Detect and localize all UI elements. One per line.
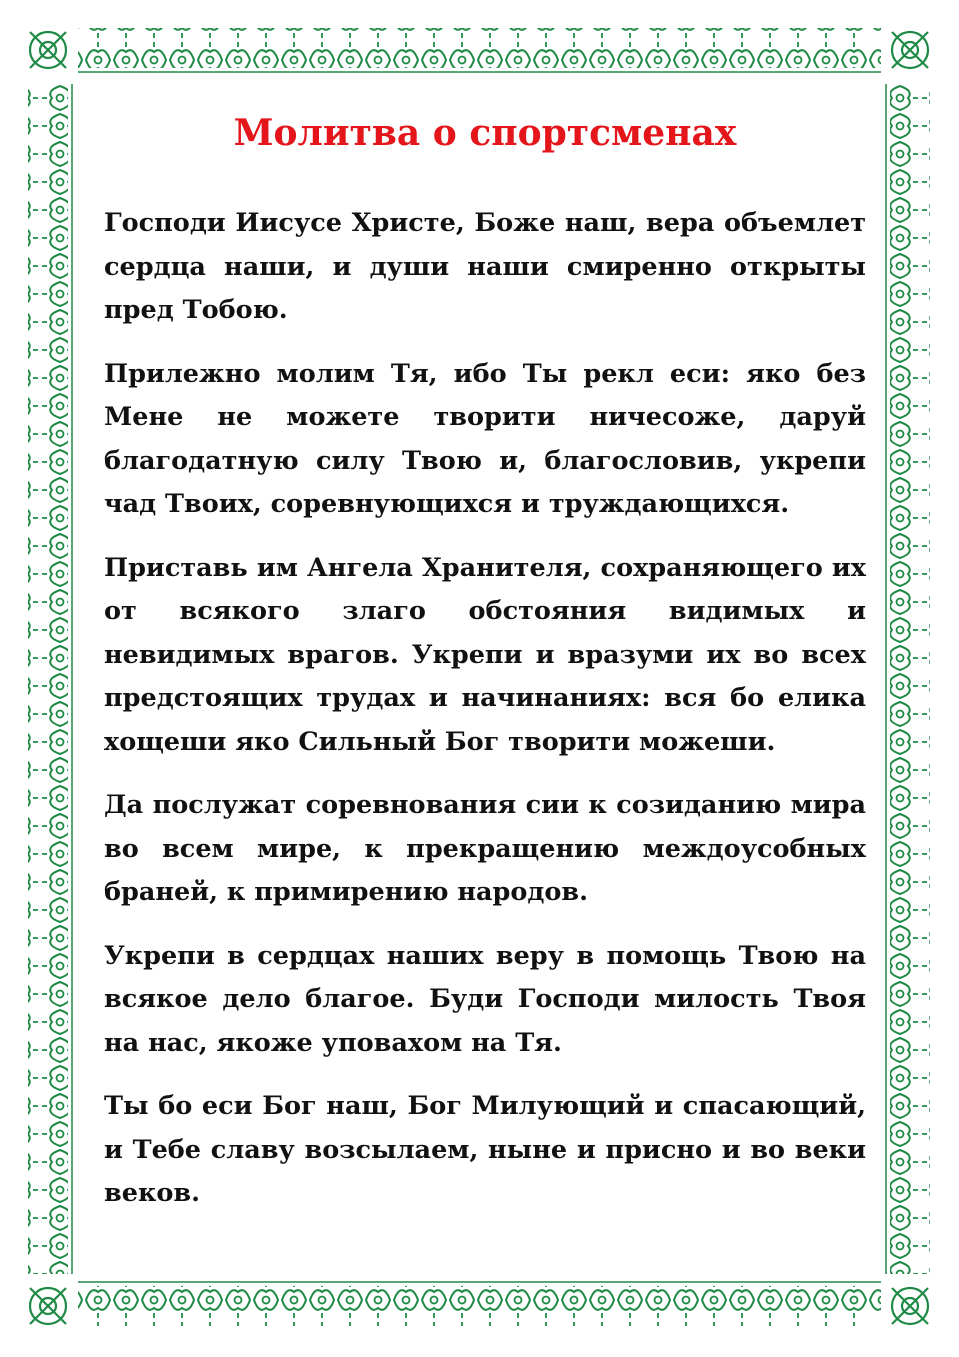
prayer-content bbox=[104, 108, 866, 1236]
prayer-paragraph-4: Да послужат соревнования сии к созиданию мира во всем мире, к прекращению междоусобных браней, к примирению народов. bbox=[104, 790, 866, 907]
prayer-paragraph-2: Прилежно молим Тя, ибо Ты рекл еси: яко без Мене не можете творити ничесоже, даруй благодатную силу Твою и, благословив, укрепи чад Твоих, соревнующихся и труждающихся. bbox=[104, 358, 866, 519]
prayer-paragraph-6: Ты бо еси Бог наш, Бог Милующий и спасающий, и Тебе славу возсылаем, ныне и присно и во веки веков. bbox=[104, 1091, 866, 1208]
border-right-band bbox=[890, 84, 930, 1274]
corner-ornament-top-left bbox=[30, 32, 66, 68]
corner-ornament-top-right bbox=[892, 32, 928, 68]
border-left-band bbox=[28, 84, 68, 1274]
corner-ornament-bottom-right bbox=[892, 1288, 928, 1324]
prayer-paragraph-5: Укрепи в сердцах наших веру в помощь Твою на всякое дело благое. Буди Господи милость Твоя на нас, якоже уповахом на Тя. bbox=[104, 940, 866, 1058]
prayer-paragraph-3: Приставь им Ангела Хранителя, сохраняющего их от всякого злаго обстояния видимых и невидимых врагов. Укрепи и вразуми их во всех предстоящих трудах и начинаниях: вся бо елика хощеши яко Сильный Бог творити можеши. bbox=[104, 552, 866, 757]
corner-ornament-bottom-left bbox=[30, 1288, 66, 1324]
border-top-band bbox=[78, 28, 881, 68]
border-bottom-band bbox=[78, 1286, 881, 1326]
page-title: Молитва о спортсменах bbox=[233, 112, 737, 154]
prayer-paragraph-1: Господи Иисусе Христе, Боже наш, вера объемлет сердца наши, и души наши смиренно открыты пред Тобою. bbox=[104, 208, 866, 325]
